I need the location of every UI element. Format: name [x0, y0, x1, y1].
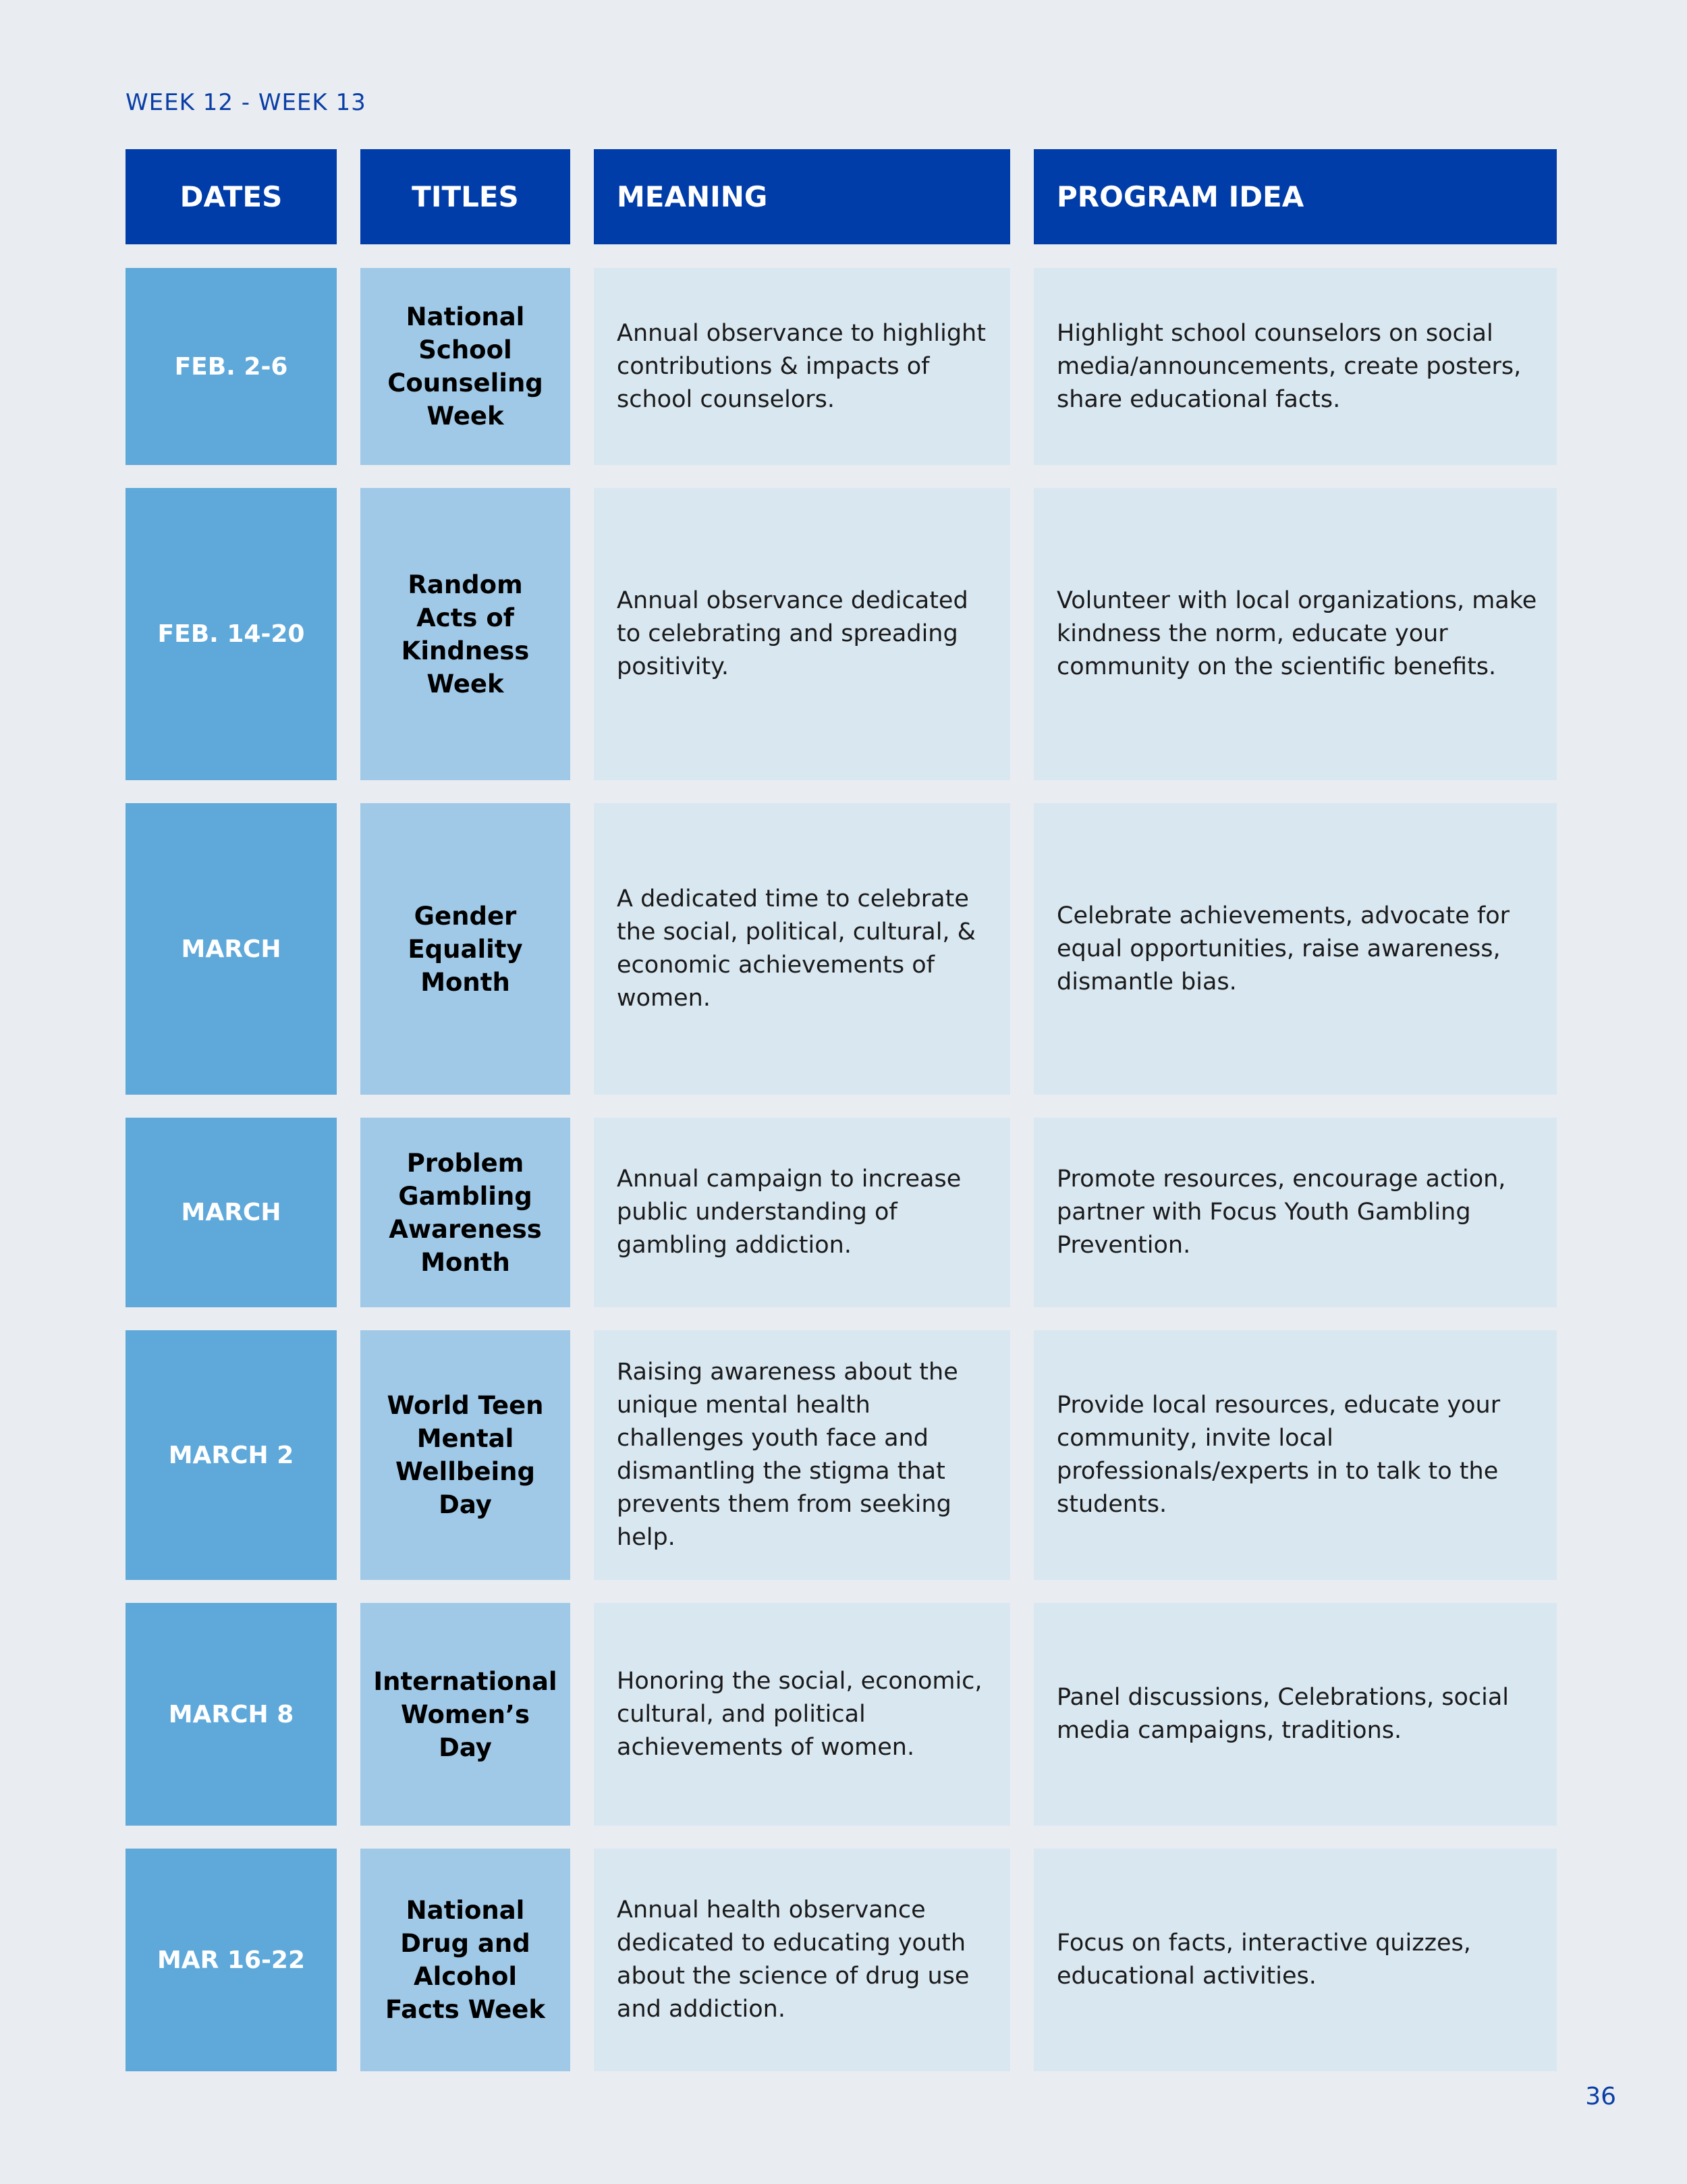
week-label: WEEK 12 - WEEK 13 — [126, 89, 366, 116]
title-cell: World Teen Mental Wellbeing Day — [360, 1330, 570, 1580]
meaning-cell: Annual health observance dedicated to educating youth about the science of drug use and addiction. — [594, 1849, 1010, 2071]
program-idea-cell: Celebrate achievements, advocate for equal opportunities, raise awareness, dismantle bias. — [1034, 803, 1557, 1095]
meaning-cell: Raising awareness about the unique mental health challenges youth face and dismantling the stigma that prevents them from seeking help. — [594, 1330, 1010, 1580]
program-idea-cell: Promote resources, encourage action, partner with Focus Youth Gambling Prevention. — [1034, 1118, 1557, 1307]
column-header-program-idea: PROGRAM IDEA — [1034, 149, 1557, 244]
date-cell: MARCH — [126, 803, 337, 1095]
date-cell: MARCH 8 — [126, 1603, 337, 1826]
column-header-titles: TITLES — [360, 149, 570, 244]
program-idea-cell: Focus on facts, interactive quizzes, educational activities. — [1034, 1849, 1557, 2071]
date-cell: MAR 16-22 — [126, 1849, 337, 2071]
meaning-cell: Annual observance to highlight contributions & impacts of school counselors. — [594, 268, 1010, 465]
date-cell: FEB. 2-6 — [126, 268, 337, 465]
date-cell: MARCH — [126, 1118, 337, 1307]
program-idea-cell: Highlight school counselors on social media/announcements, create posters, share educational facts. — [1034, 268, 1557, 465]
title-cell: National School Counseling Week — [360, 268, 570, 465]
observances-table — [126, 149, 1556, 2094]
column-header-meaning: MEANING — [594, 149, 1010, 244]
meaning-cell: A dedicated time to celebrate the social, political, cultural, & economic achievements of women. — [594, 803, 1010, 1095]
date-cell: FEB. 14-20 — [126, 488, 337, 780]
program-idea-cell: Panel discussions, Celebrations, social media campaigns, traditions. — [1034, 1603, 1557, 1826]
meaning-cell: Annual campaign to increase public understanding of gambling addiction. — [594, 1118, 1010, 1307]
title-cell: Gender Equality Month — [360, 803, 570, 1095]
program-idea-cell: Provide local resources, educate your community, invite local professionals/experts in to talk to the students. — [1034, 1330, 1557, 1580]
meaning-cell: Annual observance dedicated to celebrating and spreading positivity. — [594, 488, 1010, 780]
meaning-cell: Honoring the social, economic, cultural, and political achievements of women. — [594, 1603, 1010, 1826]
title-cell: Problem Gambling Awareness Month — [360, 1118, 570, 1307]
title-cell: International Women’s Day — [360, 1603, 570, 1826]
column-header-dates: DATES — [126, 149, 337, 244]
title-cell: Random Acts of Kindness Week — [360, 488, 570, 780]
title-cell: National Drug and Alcohol Facts Week — [360, 1849, 570, 2071]
date-cell: MARCH 2 — [126, 1330, 337, 1580]
program-idea-cell: Volunteer with local organizations, make kindness the norm, educate your community on the scientific benefits. — [1034, 488, 1557, 780]
page-number: 36 — [1585, 2083, 1616, 2110]
